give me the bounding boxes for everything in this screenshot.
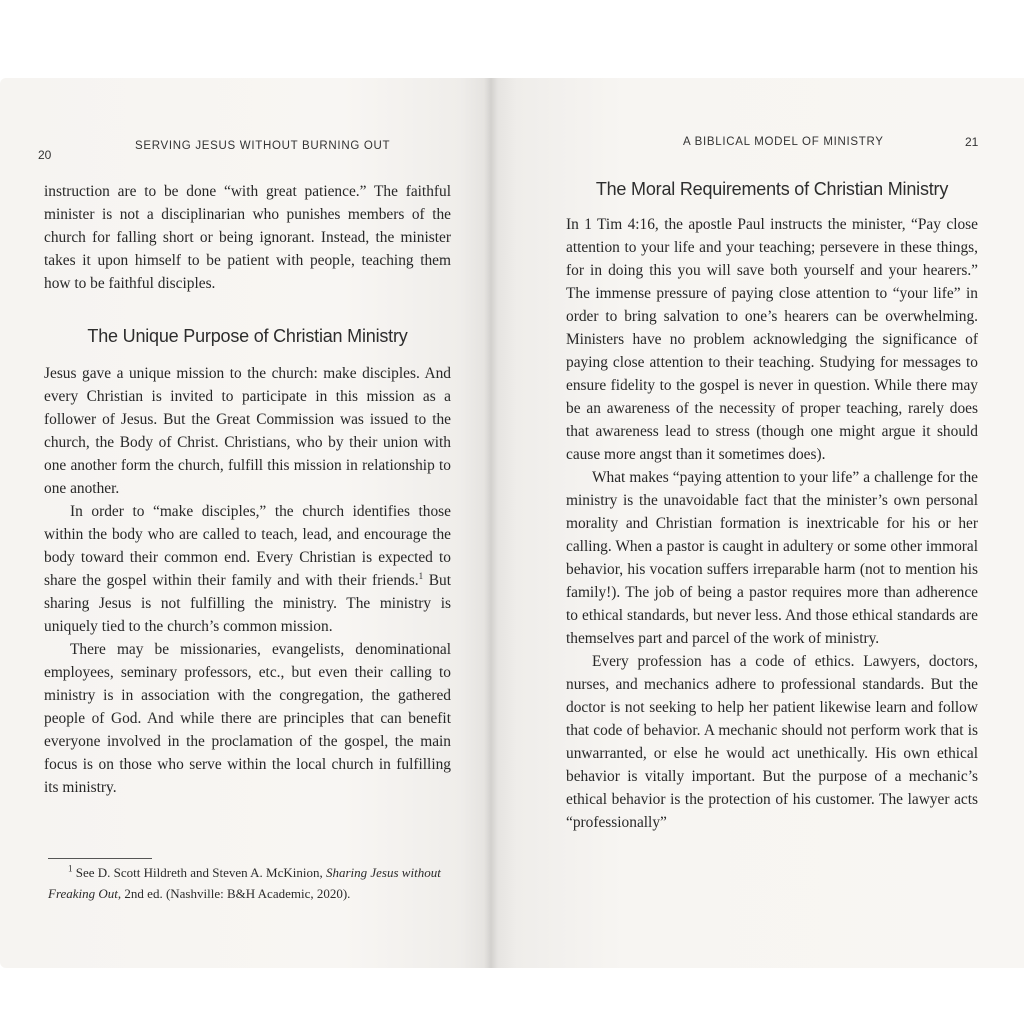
left-page-number: 20 (38, 148, 52, 162)
footnote-rule (48, 858, 152, 859)
right-page-number: 21 (965, 135, 979, 149)
footnote-book-title: Sharing Jesus without Freaking Out (48, 865, 441, 901)
right-body-text (566, 178, 978, 834)
left-section-heading: The Unique Purpose of Christian Ministry (87, 326, 408, 346)
right-section-heading: The Moral Requirements of Christian Ministry (595, 179, 949, 199)
left-paragraph-2: In order to “make disciples,” the church identifies those within the body who are called to teach, lead, and encourage the body toward their common end. Every Christian is expected to share the gospel within their family and with their friends.$^1$ But sharing Jesus is not fulfilling the ministry. The ministry is uniquely tied to the church’s common mission. (44, 503, 452, 635)
left-paragraph-1: Jesus gave a unique mission to the church: make disciples. And every Christian is invited to participate in this mission as a follower of Jesus. But the Great Commission was issued to the church, the Body of Christ. Christians, who by their union with one another form the church, fulfill this mission in relationship to one another. (44, 365, 451, 497)
right-running-head: A BIBLICAL MODEL OF MINISTRY (683, 136, 884, 148)
left-body-text (44, 180, 451, 799)
footnote: $^1$ See D. Scott Hildreth and Steven A. McKinion, Sharing Jesus without Freaking Out, 2nd ed. (Nashville: B&H Academic, 2020). (48, 863, 441, 901)
left-paragraph-3: There may be missionaries, evangelists, denominational employees, seminary professors, etc., but even their calling to ministry is in association with the congregation, the gathered people of God. And while there are principles that can benefit everyone involved in the proclamation of the gospel, the main focus is on those who serve within the local church in fulfilling its ministry. (44, 641, 451, 796)
footnote-reference-mark: 1 (418, 570, 424, 581)
right-paragraph-2: What makes “paying attention to your life” a challenge for the ministry is the unavoidable fact that the minister’s own personal morality and Christian formation is inextricable for his or her calling. When a pastor is caught in adultery or some other immoral behavior, his vocation suffers irreparable harm (not to mention his family!). The job of being a pastor requires more than adherence to ethical standards, but never less. And those ethical standards are themselves part and parcel of the work of ministry. (566, 469, 978, 647)
carryover-paragraph: instruction are to be done “with great patience.” The faithful minister is not a disciplinarian who punishes members of the church for falling short or being ignorant. Instead, the minister takes it upon himself to be patient with people, teaching them how to be faithful disciples. (44, 183, 451, 292)
footnote-mark: 1 (68, 863, 73, 874)
book-gutter (484, 78, 498, 968)
right-paragraph-3: Every profession has a code of ethics. Lawyers, doctors, nurses, and mechanics adhere to professional standards. But the doctor is not seeking to help her patient likewise learn and follow that code of behavior. A mechanic should not perform work that is unwarranted, or else he would act unethically. His own ethical behavior is vitally important. But the purpose of a mechanic’s ethical behavior is the protection of his customer. The lawyer acts “professionally” (566, 653, 978, 831)
right-paragraph-1: In 1 Tim 4:16, the apostle Paul instructs the minister, “Pay close attention to your life and your teaching; persevere in these things, for in doing this you will save both yourself and your hearers.” The immense pressure of paying close attention to “your life” in order to bring salvation to one’s hearers can be overwhelming. Ministers have no problem acknowledging the significance of paying close attention to their teaching. Studying for messages to ensure fidelity to the gospel is never in question. While there may be an awareness of the necessity of proper teaching, rarely does that awareness lead to stress (though one might argue it should cause more angst than it sometimes does). (566, 216, 978, 463)
left-running-head: SERVING JESUS WITHOUT BURNING OUT (135, 140, 391, 152)
